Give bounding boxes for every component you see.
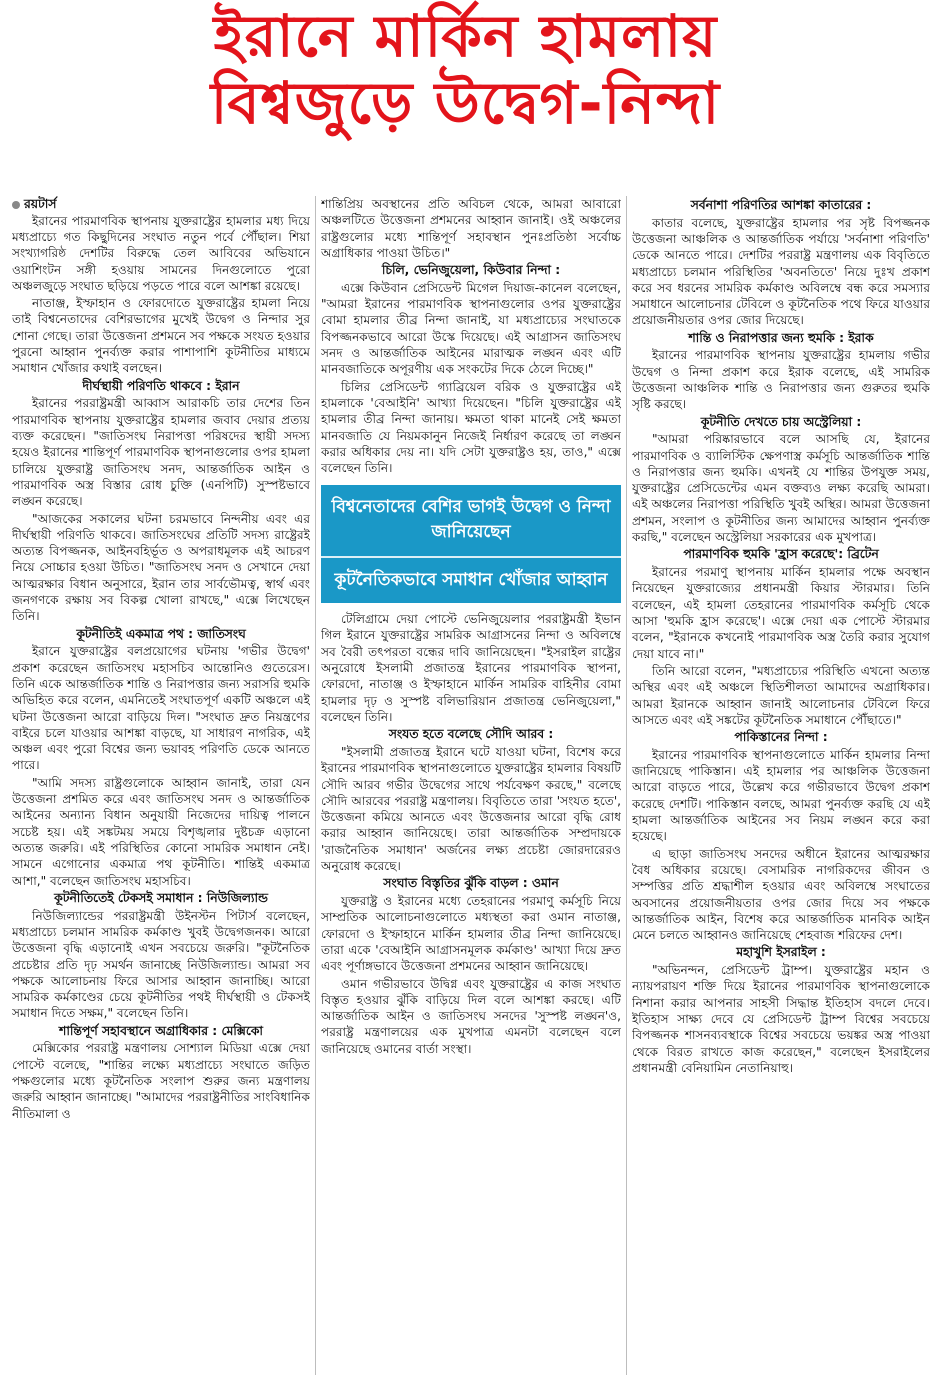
subheading: কূটনীতি দেখতে চায় অস্ট্রেলিয়া : [700,414,862,429]
subheading: কূটনীতিতেই টেকসই সমাধান : নিউজিল্যান্ড [54,890,268,905]
column-divider [626,196,627,1375]
subheading: শান্তিপূর্ণ সহাবস্থানে অগ্রাধিকার : মেক্সিকো [59,1023,263,1038]
paragraph: "ইসলামী প্রজাতন্ত্র ইরানে ঘটে যাওয়া ঘটনা, বিশেষ করে ইরানের পারমাণবিক স্থাপনাগুলোতে যুক্তরাষ্ট্রের হামলার বিষয়টি সৌদি আরব গভীর উদ্বেগের সাথে পর্যবেক্ষণ করছে," বলেছে সৌদি আরবের পররাষ্ট্র মন্ত্রণালয়। বিবৃতিতে তারা 'সংযত হতে', উত্তেজনা কমিয়ে আনতে এবং উত্তেজনার আরো বৃদ্ধি রোধ করার আহ্বান জানিয়েছে। তারা আন্তর্জাতিক সম্প্রদায়কে 'রাজনৈতিক সমাধান' অর্জনের লক্ষ্য প্রচেষ্টা জোরদারেরও অনুরোধ করেছে। [321,744,621,874]
byline-text: রয়টার্স [24,197,57,211]
paragraph: এক্সে কিউবান প্রেসিডেন্ট মিগেল দিয়াজ-কানেল বলেছেন, "আমরা ইরানের পারমাণবিক স্থাপনাগুলোর ওপর যুক্তরাষ্ট্রের বোমা হামলার তীব্র নিন্দা জানাই, যা মধ্যপ্রাচ্যের সংঘাতকে বিপজ্জনকভাবে আরো উস্কে দিয়েছে। এই আগ্রাসন জাতিসংঘ সনদ ও আন্তর্জাতিক আইনের মারাত্মক লঙ্ঘন এবং এটি মানবজাতিকে অপূরণীয় এক সংকটের দিকে ঠেলে দিচ্ছে।" [321,280,621,377]
paragraph: কাতার বলেছে, যুক্তরাষ্ট্রের হামলার পর সৃষ্ট বিপজ্জনক উত্তেজনা আঞ্চলিক ও আন্তর্জাতিক পর্যায়ে 'সর্বনাশা পরিণতি' ডেকে আনতে পারে। দেশটির পররাষ্ট্র মন্ত্রণালয় এক বিবৃতিতে মধ্যপ্রাচ্যে চলমান পরিস্থিতির 'অবনতিতে' নিয়ে দুঃখ প্রকাশ করে সব ধরনের সামরিক কর্মকাণ্ড অবিলম্বে বন্ধ করে সমস্যার সমাধানে আলোচনার টেবিলে ও কূটনৈতিক পথে ফিরে যাওয়ার প্রয়োজনীয়তার ওপর জোর দিয়েছে। [632,215,930,328]
paragraph: "আমি সদস্য রাষ্ট্রগুলোকে আহ্বান জানাই, তারা যেন উত্তেজনা প্রশমিত করে এবং জাতিসংঘ সনদ ও আন্তর্জাতিক আইনের অন্যান্য বিধান অনুযায়ী নিজেদের দায়িত্ব পালনে সচেষ্ট হয়। এই সঙ্কটময় সময়ে বিশৃঙ্খলার দুষ্টচক্র এড়ানো অত্যন্ত জরুরি। এই পরিস্থিতির কোনো সামরিক সমাধান নেই। সামনে এগোনোর একমাত্র পথ কূটনীতি। শান্তিই একমাত্র আশা," বলেছেন জাতিসংঘ মহাসচিব। [12,775,310,888]
paragraph: "আমরা পরিষ্কারভাবে বলে আসছি যে, ইরানের পারমাণবিক ও ব্যালিস্টিক ক্ষেপণাস্ত্র কর্মসূচি আন্তর্জাতিক শান্তি ও নিরাপত্তার জন্য হুমকি। এখনই যে শান্তির উপযুক্ত সময়, যুক্তরাষ্ট্রের প্রেসিডেন্টের এমন বক্তব্যও লক্ষ্য করেছি আমরা। এই অঞ্চলের নিরাপত্তা পরিস্থিতি খুবই অস্থির। আমরা উত্তেজনা প্রশমন, সংলাপ ও কূটনীতির জন্য আমাদের আহ্বান পুনর্ব্যক্ত করছি," বলেছেন অস্ট্রেলিয়া সরকারের এক মুখপাত্র। [632,432,930,545]
subheading: কূটনীতিই একমাত্র পথ : জাতিসংঘ [76,626,246,641]
headline-line-1: ইরানে মার্কিন হামলায় [213,2,718,70]
paragraph: এ ছাড়া জাতিসংঘ সনদের অধীনে ইরানের আত্মরক্ষার বৈধ অধিকার রয়েছে। বেসামরিক নাগরিকদের জীবন ও সম্পত্তির প্রতি শ্রদ্ধাশীল হওয়ার এবং অবিলম্বে সংঘাতের অবসানের প্রয়োজনীয়তার ওপর জোর দিয়ে সব পক্ষকে আন্তর্জাতিক আইন, বিশেষ করে আন্তর্জাতিক মানবিক আইন মেনে চলতে আহ্বানও জানিয়েছে শেহবাজ শরিফের দেশ। [632,846,930,943]
subheading: পাকিস্তানের নিন্দা : [734,730,828,745]
paragraph: চিলির প্রেসিডেন্ট গ্যাব্রিয়েল বরিক ও যুক্তরাষ্ট্রের এই হামলাকে 'বেআইনি' আখ্যা দিয়েছেন। "চিলি যুক্তরাষ্ট্রের এই হামলার তীব্র নিন্দা জানায়। ক্ষমতা থাকা মানেই সেই ক্ষমতা মানবজাতি যে নিয়মকানুন নিজেই নির্ধারণ করেছে তা লঙ্ঘন করার অধিকার দেয় না। যদি সেটা যুক্তরাষ্ট্রও হয়, তাও," এক্সে বলেছেন তিনি। [321,379,621,476]
paragraph: ইরানের পরমাণু স্থাপনায় মার্কিন হামলার পক্ষে অবস্থান নিয়েছেন যুক্তরাজ্যের প্রধানমন্ত্রী কিয়ার স্টারমার। তিনি বলেছেন, এই হামলা তেহরানের পারমাণবিক কর্মসূচি থেকে আসা 'হুমকি হ্রাস করেছে'। এক্সে দেয়া এক পোস্টে স্টারমার বলেন, "ইরানকে কখনোই পারমাণবিক অস্ত্র তৈরি করার সুযোগ দেয়া যাবে না।" [632,565,930,661]
headline-line-2: বিশ্বজুড়ে উদ্বেগ-নিন্দা [210,68,721,137]
paragraph: যুক্তরাষ্ট্র ও ইরানের মধ্যে তেহরানের পরমাণু কর্মসূচি নিয়ে সাম্প্রতিক আলোচনাগুলোতে মধ্যস্থতা করা ওমান নাতাঞ্জ, ফোরদো ও ইস্ফাহানে মার্কিন হামলার তীব্র নিন্দা জানিয়েছে। তারা একে 'বেআইনি আগ্রাসনমূলক কর্মকাণ্ড' আখ্যা দিয়ে দ্রুত এবং পূর্ণাঙ্গভাবে উত্তেজনা প্রশমনের আহ্বান জানিয়েছে। [321,893,621,974]
paragraph: নিউজিল্যান্ডের পররাষ্ট্রমন্ত্রী উইনস্টন পিটার্স বলেছেন, মধ্যপ্রাচ্যে চলমান সামরিক কর্মকাণ্ড খুবই উদ্বেগজনক। আরো উত্তেজনা বৃদ্ধি এড়ানোই এখন সবচেয়ে জরুরি। "কূটনৈতিক প্রচেষ্টার প্রতি দৃঢ় সমর্থন জানাচ্ছে নিউজিল্যান্ড। আমরা সব পক্ষকে আলোচনায় ফিরে আসার আহ্বান জানাচ্ছি। আরো সামরিক কর্মকাণ্ডের চেয়ে কূটনীতির পথই দীর্ঘস্থায়ী ও টেকসই সমাধান দিতে সক্ষম," বলেছেন তিনি। [12,908,310,1021]
paragraph: ইরানের পারমাণবিক স্থাপনায় যুক্তরাষ্ট্রের হামলার মধ্য দিয়ে মধ্যপ্রাচ্যে গত কিছুদিনের সংঘাত নতুন পর্বে পৌঁছাল। শিয়া সংখ্যাগরিষ্ঠ দেশটির বিরুদ্ধে তেল আবিবের অভিযানে ওয়াশিংটন সঙ্গী হওয়ায় সামনের দিনগুলোতে পুরো অঞ্চলজুড়ে সংঘাত ছড়িয়ে পড়তে পারে বলে আশঙ্কা রয়েছে। [12,213,310,293]
paragraph: টেলিগ্রামে দেয়া পোস্টে ভেনিজুয়েলার পররাষ্ট্রমন্ত্রী ইভান গিল ইরানে যুক্তরাষ্ট্রের সামরিক আগ্রাসনের নিন্দা ও অবিলম্বে সব বৈরী তৎপরতা বন্ধের দাবি জানিয়েছেন। "ইসরাইল রাষ্ট্রের অনুরোধে ইসলামী প্রজাতন্ত্র ইরানের পারমাণবিক স্থাপনা, ফোরদো, নাতাঞ্জ ও ইস্ফাহানে মার্কিন সামরিক বাহিনীর বোমা হামলার দৃঢ় ও সুস্পষ্ট বলিভারিয়ান প্রজাতন্ত্র ভেনিজুয়েলা," বলেছেন তিনি। [321,612,621,724]
paragraph: মেক্সিকোর পররাষ্ট্র মন্ত্রণালয় সোশ্যাল মিডিয়া এক্সে দেয়া পোস্টে বলেছে, "শান্তির লক্ষ্যে মধ্যপ্রাচ্যে সংঘাতে জড়িত পক্ষগুলোর মধ্যে কূটনৈতিক সংলাপ শুরুর জন্য মন্ত্রণালয় জরুরি আহ্বান জানাচ্ছে। "আমাদের পররাষ্ট্রনীতির সাংবিধানিক নীতিমালা ও [12,1041,310,1121]
paragraph: তিনি আরো বলেন, "মধ্যপ্রাচ্যের পরিস্থিতি এখনো অত্যন্ত অস্থির এবং এই অঞ্চলে স্থিতিশীলতা আমাদের অগ্রাধিকার। আমরা ইরানকে আহ্বান জানাই আলোচনার টেবিলে ফিরে আসতে এবং এই সঙ্কটের কূটনৈতিক সমাধানে পৌঁছাতে।" [632,663,930,727]
subheading: শান্তি ও নিরাপত্তার জন্য হুমকি : ইরাক [688,330,874,345]
column-1 [12,196,310,1375]
paragraph: ইরানে যুক্তরাষ্ট্রের বলপ্রয়োগের ঘটনায় 'গভীর উদ্বেগ' প্রকাশ করেছেন জাতিসংঘ মহাসচিব আন্তোনিও গুতেরেস। তিনি একে আন্তর্জাতিক শান্তি ও নিরাপত্তার জন্য সরাসরি হুমকি অভিহিত করে বলেন, এমনিতেই সংঘাতপূর্ণ একটি অঞ্চলে এই ঘটনা উত্তেজনা আরো বাড়িয়ে দিল। "সংঘাত দ্রুত নিয়ন্ত্রণের বাইরে চলে যাওয়ার আশঙ্কা বাড়ছে, যা সাধারণ নাগরিক, এই অঞ্চল এবং পুরো বিশ্বের জন্য ভয়াবহ পরিণতি ডেকে আনতে পারে। [12,644,310,773]
bullet-icon [12,201,20,209]
pull-quote-box [321,485,621,604]
column-3 [632,196,930,1375]
pull-quote-divider [321,556,621,558]
pull-quote-2: কূটনৈতিকভাবে সমাধান খোঁজার আহ্বান [334,569,608,590]
subheading: সর্বনাশা পরিণতির আশঙ্কা কাতারের : [690,198,872,212]
subheading: মহাখুশি ইসরাইল : [736,945,826,960]
paragraph: ইরানের পররাষ্ট্রমন্ত্রী আব্বাস আরাকচি তার দেশের তিন পারমাণবিক স্থাপনায় যুক্তরাষ্ট্রের হামলার জবাব দেয়ার প্রত্যয় ব্যক্ত করেছেন। "জাতিসংঘ নিরাপত্তা পরিষদের স্থায়ী সদস্য হয়েও ইরানের শান্তিপূর্ণ পারমাণবিক স্থাপনাগুলোর ওপর হামলা চালিয়ে যুক্তরাষ্ট্র জাতিসংঘ সনদ, আন্তর্জাতিক আইন ও পারমাণবিক অস্ত্র বিস্তার রোধ চুক্তি (এনপিটি) সুস্পষ্টভাবে লঙ্ঘন করেছে। [12,396,310,509]
pull-quote-1: বিশ্বনেতাদের বেশির ভাগই উদ্বেগ ও নিন্দা জানিয়েছেন [331,496,611,543]
byline [12,196,310,213]
article-columns [12,196,930,1375]
paragraph: ইরানের পারমাণবিক স্থাপনায় যুক্তরাষ্ট্রের হামলায় গভীর উদ্বেগ ও নিন্দা প্রকাশ করে ইরাক বলেছে, এই সামরিক উত্তেজনা আঞ্চলিক শান্তি ও নিরাপত্তার জন্য গুরুতর হুমকি সৃষ্টি করছে। [632,348,930,412]
paragraph: নাতাঞ্জ, ইস্ফাহান ও ফোরদোতে যুক্তরাষ্ট্রের হামলা নিয়ে তাই বিশ্বনেতাদের বেশিরভাগের মুখেই উদ্বেগ ও নিন্দার সুর শোনা গেছে। তারা উত্তেজনা প্রশমনে সব পক্ষকে সংযত হওয়ার পুরনো আহ্বান পুনর্ব্যক্ত করার পাশাপাশি কূটনীতির মাধ্যমে সমাধান খোঁজার কথাই বলছেন। [12,296,310,376]
paragraph: ইরানের পারমাণবিক স্থাপনাগুলোতে মার্কিন হামলার নিন্দা জানিয়েছে পাকিস্তান। এই হামলার পর আঞ্চলিক উত্তেজনা আরো বাড়তে পারে, উল্লেখ করে গভীরভাবে উদ্বেগ প্রকাশ করেছে দেশটি। পাকিস্তান বলছে, আমরা পুনর্ব্যক্ত করছি যে এই হামলা আন্তর্জাতিক আইনের সব নিয়ম লঙ্ঘন করে করা হয়েছে। [632,747,930,844]
subheading: সংযত হতে বলেছে সৌদি আরব : [388,727,554,742]
paragraph: "আজকের সকালের ঘটনা চরমভাবে নিন্দনীয় এবং এর দীর্ঘস্থায়ী পরিণতি থাকবে। জাতিসংঘের প্রতিটি সদস্য রাষ্ট্রেরই অত্যন্ত বিপজ্জনক, আইনবহির্ভূত ও অপরাধমূলক এই আচরণ নিয়ে সোচ্চার হওয়া উচিত। "জাতিসংঘ সনদ ও সেখানে দেয়া আত্মরক্ষার বিধান অনুসারে, ইরান তার সার্বভৌমত্ব, স্বার্থ এবং জনগণকে রক্ষায় সব বিকল্প খোলা রাখছে," এক্সে লিখেছেন তিনি। [12,511,310,624]
headline [12,0,919,137]
column-2 [321,196,621,1375]
subheading: সংঘাত বিস্তৃতির ঝুঁকি বাড়ল : ওমান [383,876,559,891]
subheading: পারমাণবিক হুমকি 'হ্রাস করেছে': ব্রিটেন [683,547,879,562]
paragraph: ওমান গভীরভাবে উদ্বিগ্ন এবং যুক্তরাষ্ট্রের এ কাজ সংঘাত বিস্তৃত হওয়ার ঝুঁকি বাড়িয়ে দিল বলে আশঙ্কা করছে। এটি আন্তর্জাতিক আইন ও জাতিসংঘ সনদের 'সুস্পষ্ট লঙ্ঘন'ও, পররাষ্ট্র মন্ত্রণালয়ের এক মুখপাত্র এমনটা বলেছেন বলে জানিয়েছে ওমানের বার্তা সংস্থা। [321,976,621,1056]
column-divider [315,196,316,1375]
paragraph: "অভিনন্দন, প্রেসিডেন্ট ট্রাম্প। যুক্তরাষ্ট্রের মহান ও ন্যায়পরায়ণ শক্তি দিয়ে ইরানের পারমাণবিক স্থাপনাগুলোকে নিশানা করার আপনার সাহসী সিদ্ধান্ত ইতিহাস বদলে দেবে। ইতিহাস সাক্ষ্য দেবে যে প্রেসিডেন্ট ট্রাম্প বিশ্বের সবচেয়ে বিপজ্জনক শাসনব্যবস্থাকে বিশ্বের সবচেয়ে ভয়ঙ্কর অস্ত্র পাওয়া থেকে বিরত রাখতে কাজ করেছেন," বলেছেন ইসরাইলের প্রধানমন্ত্রী বেনিয়ামিন নেতানিয়াহু। [632,963,930,1075]
paragraph: শান্তিপ্রিয় অবস্থানের প্রতি অবিচল থেকে, আমরা আবারো অঞ্চলটিতে উত্তেজনা প্রশমনের আহ্বান জানাই। ওই অঞ্চলের রাষ্ট্রগুলোর মধ্যে শান্তিপূর্ণ সহাবস্থান পুনঃপ্রতিষ্ঠা সর্বোচ্চ অগ্রাধিকার পাওয়া উচিত।" [321,197,621,260]
subheading: চিলি, ভেনিজুয়েলা, কিউবার নিন্দা : [381,263,561,278]
subheading: দীর্ঘস্থায়ী পরিণতি থাকবে : ইরান [82,378,240,393]
